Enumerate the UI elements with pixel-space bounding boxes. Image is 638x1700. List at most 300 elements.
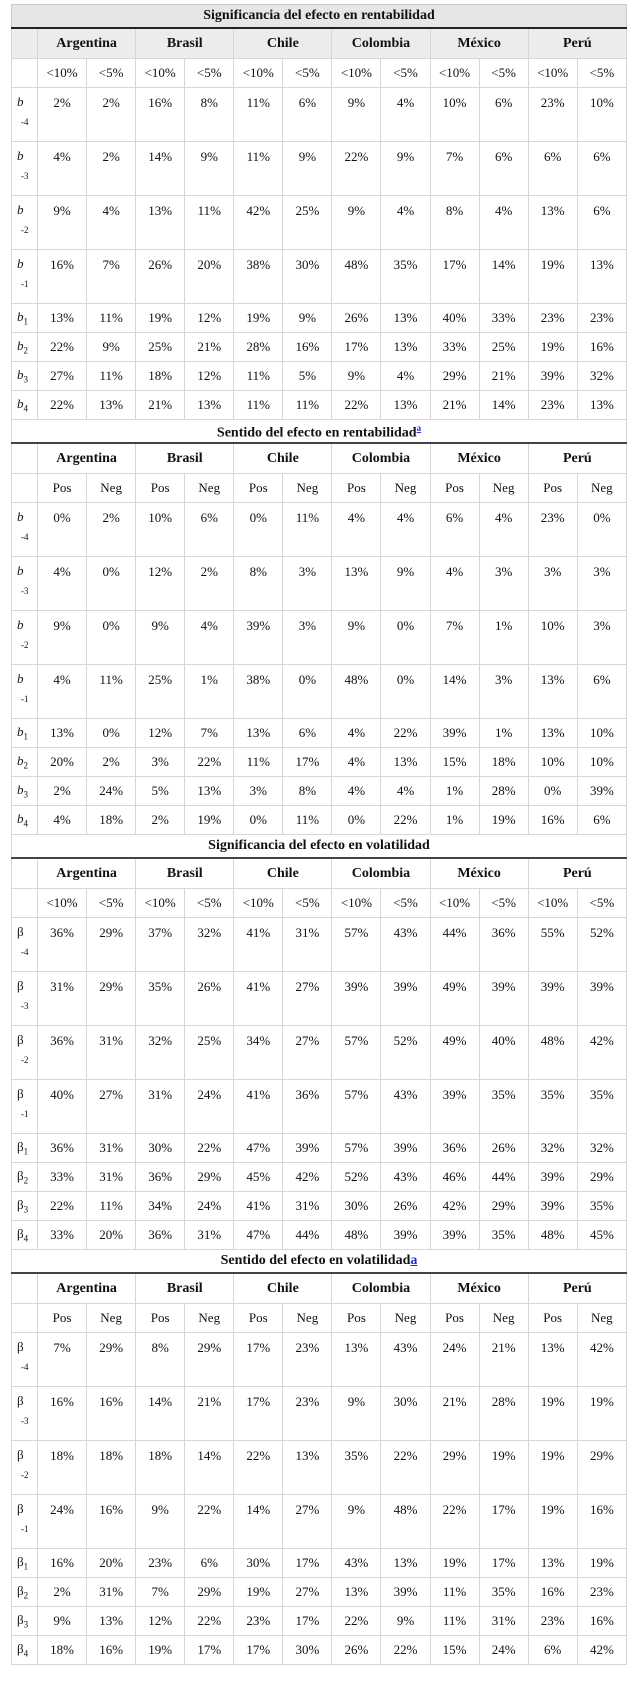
value-cell: 9% xyxy=(381,1607,430,1636)
country-header-row xyxy=(12,858,627,889)
value-cell: 13% xyxy=(528,665,577,719)
subheader-cell: <10% xyxy=(136,889,185,918)
value-cell: 17% xyxy=(479,1495,528,1549)
subheader-cell: <10% xyxy=(234,889,283,918)
value-cell: 13% xyxy=(381,304,430,333)
coefficient-symbol: b xyxy=(17,148,24,163)
value-cell: 33% xyxy=(430,333,479,362)
value-cell: 39% xyxy=(430,1080,479,1134)
value-cell: 17% xyxy=(234,1636,283,1665)
value-cell: 42% xyxy=(577,1333,626,1387)
country-header: Argentina xyxy=(38,28,136,59)
value-cell: 30% xyxy=(283,250,332,304)
coefficient-symbol: β xyxy=(17,1197,24,1213)
subheader-cell: Neg xyxy=(479,474,528,503)
value-cell: 39% xyxy=(430,719,479,748)
subheader-cell: <5% xyxy=(87,59,136,88)
country-header: Brasil xyxy=(136,1273,234,1304)
value-cell: 34% xyxy=(136,1192,185,1221)
coefficient-symbol: β xyxy=(17,1447,24,1462)
value-cell: 3% xyxy=(528,557,577,611)
value-cell: 6% xyxy=(185,503,234,557)
value-cell: 19% xyxy=(136,304,185,333)
value-cell: 23% xyxy=(283,1387,332,1441)
value-cell: 29% xyxy=(185,1163,234,1192)
table-row xyxy=(12,777,627,806)
subheader-cell: <5% xyxy=(283,59,332,88)
value-cell: 9% xyxy=(136,611,185,665)
value-cell: 17% xyxy=(479,1549,528,1578)
value-cell: 4% xyxy=(38,665,87,719)
value-cell: 13% xyxy=(185,777,234,806)
value-cell: 23% xyxy=(577,1578,626,1607)
value-cell: 9% xyxy=(332,196,381,250)
coefficient-symbol: β xyxy=(17,1168,24,1184)
table-row xyxy=(12,1549,627,1578)
value-cell: 38% xyxy=(234,250,283,304)
value-cell: 4% xyxy=(479,503,528,557)
table-row xyxy=(12,1607,627,1636)
footnote-sup xyxy=(417,421,422,434)
value-cell: 39% xyxy=(577,777,626,806)
value-cell: 9% xyxy=(283,142,332,196)
value-cell: 13% xyxy=(577,391,626,420)
value-cell: 13% xyxy=(528,719,577,748)
value-cell: 13% xyxy=(185,391,234,420)
value-cell: 49% xyxy=(430,1026,479,1080)
coefficient-subscript: 1 xyxy=(23,1561,29,1572)
value-cell: 29% xyxy=(577,1441,626,1495)
value-cell: 22% xyxy=(38,391,87,420)
value-cell: 4% xyxy=(381,503,430,557)
value-cell: 31% xyxy=(283,1192,332,1221)
value-cell: 0% xyxy=(87,557,136,611)
coefficient-symbol: β xyxy=(17,978,24,993)
value-cell: 13% xyxy=(528,196,577,250)
value-cell: 12% xyxy=(136,719,185,748)
coefficient-label xyxy=(12,1134,38,1163)
value-cell: 19% xyxy=(479,806,528,835)
table-row xyxy=(12,557,627,611)
coefficient-subscript: 3 xyxy=(23,789,28,800)
coefficient-label xyxy=(12,391,38,420)
subheader-cell: <10% xyxy=(430,59,479,88)
country-header: Colombia xyxy=(332,443,430,474)
value-cell: 36% xyxy=(38,1134,87,1163)
value-cell: 42% xyxy=(430,1192,479,1221)
value-cell: 39% xyxy=(430,1221,479,1250)
value-cell: 57% xyxy=(332,1134,381,1163)
value-cell: 11% xyxy=(234,362,283,391)
value-cell: 5% xyxy=(283,362,332,391)
value-cell: 14% xyxy=(136,1387,185,1441)
subheader-cell: <5% xyxy=(185,889,234,918)
value-cell: 4% xyxy=(332,719,381,748)
value-cell: 32% xyxy=(185,918,234,972)
value-cell: 36% xyxy=(479,918,528,972)
value-cell: 13% xyxy=(87,1607,136,1636)
section-title-row xyxy=(12,420,627,444)
value-cell: 10% xyxy=(577,719,626,748)
section-title-text: Sentido del efecto en rentabilidad xyxy=(216,425,417,441)
corner-cell xyxy=(12,858,38,889)
value-cell: 21% xyxy=(479,362,528,391)
value-cell: 2% xyxy=(87,88,136,142)
value-cell: 11% xyxy=(185,196,234,250)
value-cell: 6% xyxy=(528,1636,577,1665)
value-cell: 57% xyxy=(332,1080,381,1134)
value-cell: 3% xyxy=(577,557,626,611)
value-cell: 34% xyxy=(234,1026,283,1080)
value-cell: 0% xyxy=(381,665,430,719)
value-cell: 4% xyxy=(185,611,234,665)
value-cell: 13% xyxy=(577,250,626,304)
section-title-row xyxy=(12,1250,627,1274)
value-cell: 16% xyxy=(136,88,185,142)
value-cell: 39% xyxy=(528,1163,577,1192)
table-row xyxy=(12,665,627,719)
value-cell: 41% xyxy=(234,1080,283,1134)
value-cell: 19% xyxy=(528,250,577,304)
value-cell: 16% xyxy=(87,1495,136,1549)
value-cell: 3% xyxy=(136,748,185,777)
value-cell: 0% xyxy=(234,806,283,835)
value-cell: 6% xyxy=(185,1549,234,1578)
value-cell: 22% xyxy=(185,748,234,777)
value-cell: 9% xyxy=(332,1387,381,1441)
coefficient-symbol: β xyxy=(17,1554,24,1570)
coefficient-symbol: b xyxy=(17,94,24,109)
value-cell: 22% xyxy=(332,142,381,196)
section-title-row xyxy=(12,5,627,29)
value-cell: 23% xyxy=(528,88,577,142)
coefficient-symbol: b xyxy=(17,509,24,524)
value-cell: 39% xyxy=(332,972,381,1026)
subheader-cell: Neg xyxy=(87,1304,136,1333)
value-cell: 13% xyxy=(87,391,136,420)
value-cell: 39% xyxy=(528,362,577,391)
subheader-cell: Pos xyxy=(38,474,87,503)
value-cell: 19% xyxy=(528,333,577,362)
value-cell: 2% xyxy=(38,1578,87,1607)
value-cell: 4% xyxy=(381,362,430,391)
table-row xyxy=(12,142,627,196)
value-cell: 24% xyxy=(479,1636,528,1665)
value-cell: 22% xyxy=(38,333,87,362)
table-row xyxy=(12,1134,627,1163)
value-cell: 21% xyxy=(479,1333,528,1387)
value-cell: 39% xyxy=(528,972,577,1026)
value-cell: 16% xyxy=(577,333,626,362)
value-cell: 30% xyxy=(234,1549,283,1578)
coefficient-label xyxy=(12,1441,38,1495)
value-cell: 7% xyxy=(136,1578,185,1607)
section-title xyxy=(12,1250,627,1274)
coefficient-label xyxy=(12,1221,38,1250)
value-cell: 15% xyxy=(430,748,479,777)
coefficient-subscript: -4 xyxy=(21,947,29,957)
value-cell: 4% xyxy=(38,557,87,611)
value-cell: 29% xyxy=(430,362,479,391)
coefficient-label xyxy=(12,250,38,304)
table-row xyxy=(12,88,627,142)
value-cell: 35% xyxy=(479,1578,528,1607)
coefficient-subscript: 2 xyxy=(23,345,28,356)
value-cell: 11% xyxy=(430,1578,479,1607)
value-cell: 39% xyxy=(577,972,626,1026)
subheader-cell: Neg xyxy=(577,1304,626,1333)
value-cell: 22% xyxy=(234,1441,283,1495)
subheader-cell: Pos xyxy=(234,1304,283,1333)
value-cell: 19% xyxy=(185,806,234,835)
coefficient-subscript: 3 xyxy=(23,374,28,385)
value-cell: 25% xyxy=(185,1026,234,1080)
value-cell: 39% xyxy=(381,1578,430,1607)
coefficient-subscript: -1 xyxy=(21,279,29,289)
coefficient-label xyxy=(12,142,38,196)
value-cell: 13% xyxy=(528,1333,577,1387)
value-cell: 31% xyxy=(87,1026,136,1080)
value-cell: 7% xyxy=(38,1333,87,1387)
value-cell: 2% xyxy=(136,806,185,835)
value-cell: 32% xyxy=(528,1134,577,1163)
value-cell: 47% xyxy=(234,1221,283,1250)
value-cell: 2% xyxy=(87,748,136,777)
coefficient-subscript: -1 xyxy=(21,694,29,704)
table-row xyxy=(12,1441,627,1495)
coefficient-symbol: b xyxy=(17,811,24,827)
subheader-cell: <10% xyxy=(528,59,577,88)
footnote-link[interactable]: a xyxy=(410,1253,418,1268)
value-cell: 13% xyxy=(381,1549,430,1578)
country-header: Chile xyxy=(234,28,332,59)
value-cell: 33% xyxy=(479,304,528,333)
value-cell: 19% xyxy=(234,304,283,333)
subheader-cell: <10% xyxy=(38,59,87,88)
value-cell: 13% xyxy=(38,304,87,333)
value-cell: 41% xyxy=(234,972,283,1026)
subheader-cell: <10% xyxy=(430,889,479,918)
value-cell: 26% xyxy=(479,1134,528,1163)
value-cell: 40% xyxy=(38,1080,87,1134)
value-cell: 47% xyxy=(234,1134,283,1163)
country-header: Brasil xyxy=(136,858,234,889)
table-row xyxy=(12,304,627,333)
coefficient-symbol: β xyxy=(17,1086,24,1101)
country-header: Colombia xyxy=(332,1273,430,1304)
value-cell: 9% xyxy=(332,362,381,391)
value-cell: 43% xyxy=(381,1163,430,1192)
value-cell: 10% xyxy=(528,748,577,777)
footnote-link[interactable]: a xyxy=(416,422,422,433)
value-cell: 33% xyxy=(38,1221,87,1250)
value-cell: 11% xyxy=(283,391,332,420)
coefficient-subscript: -3 xyxy=(21,171,29,181)
coefficient-subscript: -4 xyxy=(21,1362,29,1372)
table-row xyxy=(12,362,627,391)
value-cell: 37% xyxy=(136,918,185,972)
value-cell: 49% xyxy=(430,972,479,1026)
value-cell: 48% xyxy=(332,665,381,719)
value-cell: 6% xyxy=(577,142,626,196)
table-row xyxy=(12,1163,627,1192)
value-cell: 16% xyxy=(87,1636,136,1665)
value-cell: 4% xyxy=(381,88,430,142)
value-cell: 4% xyxy=(381,777,430,806)
section-title-text: Sentido del efecto en volatilidad xyxy=(220,1253,411,1268)
value-cell: 52% xyxy=(332,1163,381,1192)
coefficient-label xyxy=(12,1163,38,1192)
value-cell: 19% xyxy=(479,1441,528,1495)
value-cell: 44% xyxy=(430,918,479,972)
value-cell: 44% xyxy=(283,1221,332,1250)
subheader-cell: <5% xyxy=(381,889,430,918)
value-cell: 0% xyxy=(283,665,332,719)
coefficient-subscript: 4 xyxy=(23,1648,29,1659)
value-cell: 35% xyxy=(528,1080,577,1134)
coefficient-symbol: β xyxy=(17,1393,24,1408)
value-cell: 6% xyxy=(577,665,626,719)
coefficient-symbol: b xyxy=(17,563,24,578)
value-cell: 29% xyxy=(185,1578,234,1607)
value-cell: 31% xyxy=(38,972,87,1026)
value-cell: 30% xyxy=(381,1387,430,1441)
value-cell: 39% xyxy=(479,972,528,1026)
value-cell: 39% xyxy=(381,1221,430,1250)
coefficient-label xyxy=(12,196,38,250)
value-cell: 22% xyxy=(381,1441,430,1495)
value-cell: 31% xyxy=(87,1163,136,1192)
value-cell: 31% xyxy=(283,918,332,972)
value-cell: 23% xyxy=(528,1607,577,1636)
table-row xyxy=(12,1387,627,1441)
coefficient-label xyxy=(12,611,38,665)
value-cell: 48% xyxy=(528,1026,577,1080)
section-title-row xyxy=(12,835,627,859)
value-cell: 11% xyxy=(87,304,136,333)
value-cell: 19% xyxy=(528,1387,577,1441)
table-row xyxy=(12,611,627,665)
value-cell: 20% xyxy=(87,1549,136,1578)
value-cell: 21% xyxy=(185,333,234,362)
table-row xyxy=(12,1192,627,1221)
value-cell: 3% xyxy=(479,557,528,611)
subheader-cell: Pos xyxy=(234,474,283,503)
value-cell: 7% xyxy=(430,611,479,665)
value-cell: 16% xyxy=(38,250,87,304)
value-cell: 14% xyxy=(479,250,528,304)
coefficient-label xyxy=(12,1026,38,1080)
value-cell: 21% xyxy=(136,391,185,420)
value-cell: 11% xyxy=(87,362,136,391)
subheader-row xyxy=(12,59,627,88)
table-row xyxy=(12,1636,627,1665)
value-cell: 13% xyxy=(381,748,430,777)
value-cell: 4% xyxy=(430,557,479,611)
coefficient-label xyxy=(12,665,38,719)
value-cell: 28% xyxy=(479,777,528,806)
subheader-cell: <10% xyxy=(528,889,577,918)
coefficient-subscript: 3 xyxy=(23,1619,29,1630)
value-cell: 43% xyxy=(381,1080,430,1134)
table-row xyxy=(12,1578,627,1607)
subheader-cell: <5% xyxy=(283,889,332,918)
value-cell: 40% xyxy=(430,304,479,333)
country-header: Argentina xyxy=(38,1273,136,1304)
value-cell: 21% xyxy=(430,1387,479,1441)
value-cell: 22% xyxy=(185,1134,234,1163)
coefficient-label xyxy=(12,719,38,748)
coefficient-label xyxy=(12,1495,38,1549)
value-cell: 7% xyxy=(430,142,479,196)
value-cell: 17% xyxy=(283,1549,332,1578)
value-cell: 16% xyxy=(38,1387,87,1441)
country-header: Perú xyxy=(528,28,626,59)
value-cell: 35% xyxy=(332,1441,381,1495)
coefficient-label xyxy=(12,1192,38,1221)
table-row xyxy=(12,333,627,362)
value-cell: 22% xyxy=(430,1495,479,1549)
value-cell: 18% xyxy=(38,1441,87,1495)
value-cell: 0% xyxy=(38,503,87,557)
value-cell: 2% xyxy=(38,88,87,142)
value-cell: 28% xyxy=(234,333,283,362)
subheader-cell: <10% xyxy=(38,889,87,918)
value-cell: 43% xyxy=(381,1333,430,1387)
results-table xyxy=(11,4,627,1665)
table-row xyxy=(12,1333,627,1387)
corner-cell xyxy=(12,443,38,474)
coefficient-label xyxy=(12,557,38,611)
value-cell: 29% xyxy=(479,1192,528,1221)
coefficient-label xyxy=(12,1080,38,1134)
value-cell: 23% xyxy=(577,304,626,333)
value-cell: 39% xyxy=(283,1134,332,1163)
value-cell: 42% xyxy=(577,1026,626,1080)
value-cell: 19% xyxy=(577,1549,626,1578)
value-cell: 17% xyxy=(283,748,332,777)
value-cell: 23% xyxy=(528,391,577,420)
subheader-cell: <5% xyxy=(381,59,430,88)
value-cell: 19% xyxy=(234,1578,283,1607)
results-table-container xyxy=(11,4,627,1665)
subheader-cell: Neg xyxy=(381,474,430,503)
value-cell: 26% xyxy=(136,250,185,304)
subheader-cell: Neg xyxy=(577,474,626,503)
value-cell: 52% xyxy=(577,918,626,972)
subheader-cell: Neg xyxy=(381,1304,430,1333)
value-cell: 21% xyxy=(185,1387,234,1441)
country-header: Colombia xyxy=(332,28,430,59)
value-cell: 13% xyxy=(332,557,381,611)
value-cell: 52% xyxy=(381,1026,430,1080)
value-cell: 36% xyxy=(38,918,87,972)
value-cell: 14% xyxy=(430,665,479,719)
value-cell: 26% xyxy=(381,1192,430,1221)
value-cell: 2% xyxy=(87,142,136,196)
value-cell: 12% xyxy=(185,304,234,333)
table-row xyxy=(12,250,627,304)
value-cell: 1% xyxy=(479,611,528,665)
coefficient-label xyxy=(12,88,38,142)
value-cell: 17% xyxy=(234,1333,283,1387)
value-cell: 23% xyxy=(136,1549,185,1578)
coefficient-subscript: 2 xyxy=(23,760,28,771)
value-cell: 4% xyxy=(87,196,136,250)
value-cell: 11% xyxy=(87,665,136,719)
value-cell: 40% xyxy=(479,1026,528,1080)
value-cell: 0% xyxy=(577,503,626,557)
